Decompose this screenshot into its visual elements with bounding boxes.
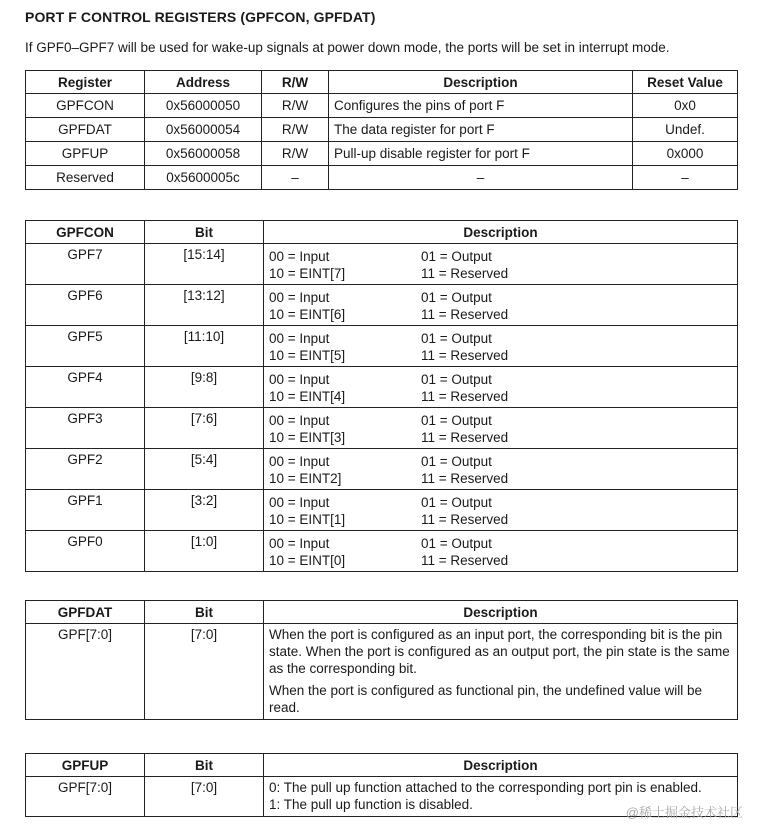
cell-bit-range: [15:14]: [145, 244, 264, 285]
cell-pin-name: GPF5: [26, 326, 145, 367]
desc-option-10: 10 = EINT[7]: [269, 266, 346, 281]
description-line: 1: The pull up function is disabled.: [269, 797, 473, 812]
description-paragraph: When the port is configured as an input port, the corresponding bit is the pin state. When the port is configured as an output port, the pin state is the same as the corresponding bit.: [269, 627, 730, 676]
header-register: Register: [26, 71, 145, 94]
description-paragraph: When the port is configured as functional pin, the undefined value will be read.: [269, 683, 703, 715]
cell-description: Configures the pins of port F: [329, 94, 633, 118]
desc-option-11: 11 = Reserved: [421, 512, 509, 527]
table-row: [26, 142, 738, 166]
desc-option-01: 01 = Output: [421, 290, 492, 305]
watermark: @稀土掘金技术社区: [625, 805, 743, 820]
cell-pin-name: GPF1: [26, 490, 145, 531]
desc-option-10: 10 = EINT[1]: [269, 512, 346, 527]
header-bit: Bit: [145, 754, 264, 777]
desc-option-11: 11 = Reserved: [421, 348, 509, 363]
gpfdat-table-header: [26, 601, 738, 624]
cell-bit-range: [11:10]: [145, 326, 264, 367]
header-bit: Bit: [145, 601, 264, 624]
cell-bit-range: [7:0]: [145, 777, 264, 817]
description-line: 0: The pull up function attached to the corresponding port pin is enabled.: [269, 780, 702, 795]
cell-bit-range: [7:0]: [145, 624, 264, 720]
cell-description: The data register for port F: [329, 118, 633, 142]
cell-address: 0x56000050: [145, 94, 262, 118]
cell-pin-name: GPF[7:0]: [26, 624, 145, 720]
cell-pin-name: GPF6: [26, 285, 145, 326]
register-table: [25, 70, 738, 190]
desc-option-00: 00 = Input: [269, 536, 330, 551]
header-gpfup: GPFUP: [26, 754, 145, 777]
table-row: [26, 244, 738, 285]
cell-pin-name: GPF0: [26, 531, 145, 572]
cell-description: [264, 285, 738, 326]
desc-option-00: 00 = Input: [269, 413, 330, 428]
cell-pin-name: GPF3: [26, 408, 145, 449]
table-row: [26, 449, 738, 490]
cell-reset-value: Undef.: [633, 118, 738, 142]
cell-bit-range: [9:8]: [145, 367, 264, 408]
cell-description: [264, 326, 738, 367]
table-row: [26, 408, 738, 449]
cell-description: [264, 408, 738, 449]
cell-rw: R/W: [262, 118, 329, 142]
table-row: [26, 367, 738, 408]
gpfup-table-header: [26, 754, 738, 777]
table-row: [26, 624, 738, 720]
cell-description: [264, 367, 738, 408]
desc-option-11: 11 = Reserved: [421, 430, 509, 445]
header-reset-value: Reset Value: [633, 71, 738, 94]
header-description: Description: [329, 71, 633, 94]
desc-option-10: 10 = EINT2]: [269, 471, 342, 486]
desc-option-10: 10 = EINT[3]: [269, 430, 346, 445]
desc-option-10: 10 = EINT[4]: [269, 389, 346, 404]
cell-bit-range: [5:4]: [145, 449, 264, 490]
desc-option-00: 00 = Input: [269, 331, 330, 346]
cell-address: 0x5600005c: [145, 166, 262, 190]
cell-address: 0x56000058: [145, 142, 262, 166]
desc-option-00: 00 = Input: [269, 372, 330, 387]
table-row: [26, 94, 738, 118]
cell-address: 0x56000054: [145, 118, 262, 142]
page-title: PORT F CONTROL REGISTERS (GPFCON, GPFDAT): [25, 9, 376, 25]
desc-option-10: 10 = EINT[6]: [269, 307, 346, 322]
cell-pin-name: GPF7: [26, 244, 145, 285]
cell-description: [264, 624, 738, 720]
cell-description: [264, 490, 738, 531]
desc-option-01: 01 = Output: [421, 413, 492, 428]
table-row: [26, 326, 738, 367]
gpfcon-table-header: [26, 221, 738, 244]
header-gpfdat: GPFDAT: [26, 601, 145, 624]
desc-option-11: 11 = Reserved: [421, 471, 509, 486]
table-row: [26, 531, 738, 572]
cell-bit-range: [1:0]: [145, 531, 264, 572]
desc-option-11: 11 = Reserved: [421, 389, 509, 404]
desc-option-00: 00 = Input: [269, 454, 330, 469]
header-description: Description: [264, 754, 738, 777]
desc-option-00: 00 = Input: [269, 290, 330, 305]
table-row: [26, 285, 738, 326]
desc-option-01: 01 = Output: [421, 249, 492, 264]
cell-description: [264, 531, 738, 572]
desc-option-01: 01 = Output: [421, 331, 492, 346]
header-description: Description: [264, 221, 738, 244]
cell-register: GPFCON: [26, 94, 145, 118]
table-row: [26, 166, 738, 190]
table-row: [26, 490, 738, 531]
gpfcon-table: [25, 220, 738, 572]
desc-option-01: 01 = Output: [421, 454, 492, 469]
header-gpfcon: GPFCON: [26, 221, 145, 244]
table-row: [26, 118, 738, 142]
desc-option-01: 01 = Output: [421, 372, 492, 387]
desc-option-00: 00 = Input: [269, 249, 330, 264]
desc-option-10: 10 = EINT[5]: [269, 348, 346, 363]
cell-bit-range: [7:6]: [145, 408, 264, 449]
cell-bit-range: [13:12]: [145, 285, 264, 326]
header-bit: Bit: [145, 221, 264, 244]
desc-option-10: 10 = EINT[0]: [269, 553, 346, 568]
desc-option-11: 11 = Reserved: [421, 266, 509, 281]
cell-reset-value: –: [633, 166, 738, 190]
cell-register: GPFDAT: [26, 118, 145, 142]
cell-pin-name: GPF4: [26, 367, 145, 408]
cell-pin-name: GPF2: [26, 449, 145, 490]
cell-description: [264, 244, 738, 285]
header-address: Address: [145, 71, 262, 94]
desc-option-00: 00 = Input: [269, 495, 330, 510]
cell-register: Reserved: [26, 166, 145, 190]
gpfdat-table: [25, 600, 738, 720]
cell-description: –: [329, 166, 633, 190]
desc-option-01: 01 = Output: [421, 536, 492, 551]
intro-text: If GPF0–GPF7 will be used for wake-up signals at power down mode, the ports will be set in interrupt mode.: [25, 40, 670, 55]
cell-rw: R/W: [262, 142, 329, 166]
desc-option-11: 11 = Reserved: [421, 307, 509, 322]
cell-register: GPFUP: [26, 142, 145, 166]
cell-description: Pull-up disable register for port F: [329, 142, 633, 166]
cell-reset-value: 0x000: [633, 142, 738, 166]
header-rw: R/W: [262, 71, 329, 94]
cell-description: [264, 449, 738, 490]
desc-option-11: 11 = Reserved: [421, 553, 509, 568]
cell-bit-range: [3:2]: [145, 490, 264, 531]
cell-rw: –: [262, 166, 329, 190]
cell-rw: R/W: [262, 94, 329, 118]
desc-option-01: 01 = Output: [421, 495, 492, 510]
register-table-header: [26, 71, 738, 94]
header-description: Description: [264, 601, 738, 624]
cell-reset-value: 0x0: [633, 94, 738, 118]
cell-pin-name: GPF[7:0]: [26, 777, 145, 817]
